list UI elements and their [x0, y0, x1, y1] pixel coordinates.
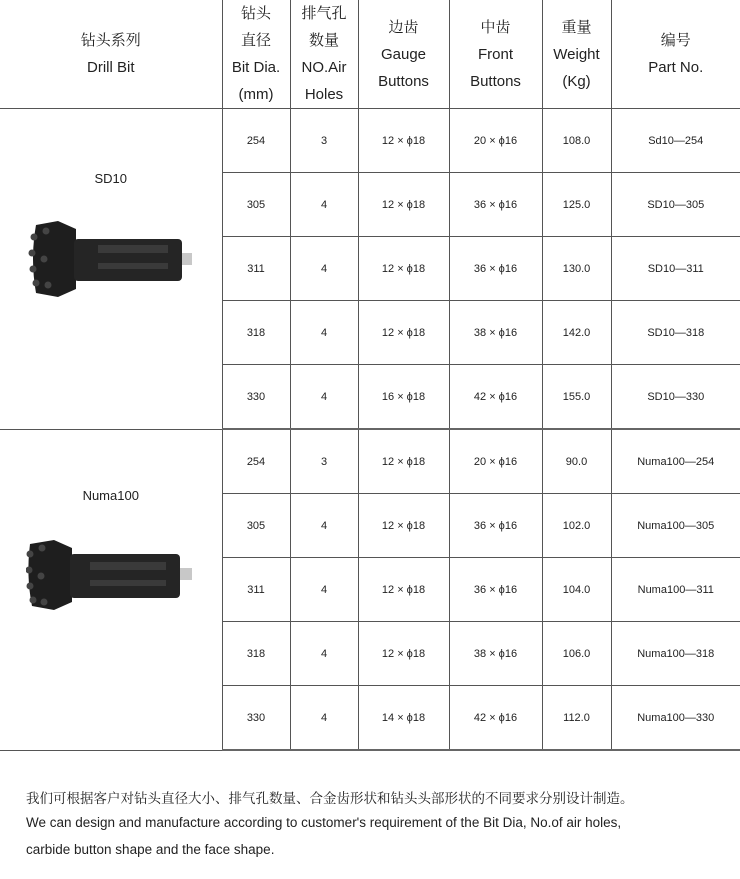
part-no-cell: Numa100—305 — [611, 494, 740, 558]
air-holes-cell: 3 — [290, 429, 358, 494]
weight-cell: 130.0 — [542, 237, 611, 301]
bit-dia-cell: 311 — [222, 558, 290, 622]
drill-bit-numa100-image — [26, 540, 196, 622]
bit-dia-cell: 305 — [222, 173, 290, 237]
gauge-buttons-cell: 12 × ϕ18 — [358, 429, 449, 494]
header-row — [0, 0, 740, 109]
bit-dia-cell: 254 — [222, 429, 290, 494]
part-no-cell: Sd10—254 — [611, 109, 740, 173]
air-holes-cell: 4 — [290, 301, 358, 365]
drill-bit-series-cell — [0, 109, 222, 430]
bit-dia-cell: 330 — [222, 686, 290, 751]
header-bit-dia: 钻头 直径 Bit Dia. (mm) — [222, 0, 290, 109]
bit-dia-cell: 330 — [222, 365, 290, 430]
weight-cell: 106.0 — [542, 622, 611, 686]
weight-cell: 104.0 — [542, 558, 611, 622]
gauge-buttons-cell: 12 × ϕ18 — [358, 173, 449, 237]
gauge-buttons-cell: 12 × ϕ18 — [358, 494, 449, 558]
header-part-no: 编号 Part No. — [611, 0, 740, 109]
gauge-buttons-cell: 16 × ϕ18 — [358, 365, 449, 430]
air-holes-cell: 4 — [290, 686, 358, 751]
front-buttons-cell: 36 × ϕ16 — [449, 237, 542, 301]
note-chinese: 我们可根据客户对钻头直径大小、排气孔数量、合金齿形状和钻头头部形状的不同要求分别设计制造。 — [26, 791, 634, 806]
front-buttons-cell: 42 × ϕ16 — [449, 686, 542, 751]
header-drill-bit: 钻头系列 Drill Bit — [0, 0, 222, 109]
header-air-holes: 排气孔 数量 NO.Air Holes — [290, 0, 358, 109]
weight-cell: 155.0 — [542, 365, 611, 430]
note-english-line-2: carbide button shape and the face shape. — [26, 842, 275, 857]
front-buttons-cell: 42 × ϕ16 — [449, 365, 542, 430]
drill-bit-series-cell — [0, 429, 222, 750]
front-buttons-cell: 20 × ϕ16 — [449, 109, 542, 173]
gauge-buttons-cell: 12 × ϕ18 — [358, 109, 449, 173]
part-no-cell: SD10—330 — [611, 365, 740, 430]
air-holes-cell: 3 — [290, 109, 358, 173]
header-front-buttons: 中齿 Front Buttons — [449, 0, 542, 109]
part-no-cell: Numa100—254 — [611, 429, 740, 494]
front-buttons-cell: 38 × ϕ16 — [449, 622, 542, 686]
bit-dia-cell: 254 — [222, 109, 290, 173]
air-holes-cell: 4 — [290, 365, 358, 430]
series-name: SD10 — [94, 171, 128, 186]
table-row — [0, 109, 740, 173]
air-holes-cell: 4 — [290, 237, 358, 301]
gauge-buttons-cell: 14 × ϕ18 — [358, 686, 449, 751]
weight-cell: 90.0 — [542, 429, 611, 494]
header-gauge-buttons: 边齿 Gauge Buttons — [358, 0, 449, 109]
header-weight: 重量 Weight (Kg) — [542, 0, 611, 109]
air-holes-cell: 4 — [290, 558, 358, 622]
front-buttons-cell: 36 × ϕ16 — [449, 494, 542, 558]
air-holes-cell: 4 — [290, 173, 358, 237]
bit-dia-cell: 311 — [222, 237, 290, 301]
table-body — [0, 109, 740, 751]
bit-dia-cell: 318 — [222, 301, 290, 365]
part-no-cell: Numa100—311 — [611, 558, 740, 622]
bit-dia-cell: 305 — [222, 494, 290, 558]
weight-cell: 142.0 — [542, 301, 611, 365]
drill-bit-sd10-image — [28, 219, 198, 301]
table-row — [0, 429, 740, 494]
gauge-buttons-cell: 12 × ϕ18 — [358, 301, 449, 365]
series-name: Numa100 — [82, 487, 139, 503]
front-buttons-cell: 36 × ϕ16 — [449, 173, 542, 237]
part-no-cell: SD10—318 — [611, 301, 740, 365]
gauge-buttons-cell: 12 × ϕ18 — [358, 237, 449, 301]
part-no-cell: Numa100—330 — [611, 686, 740, 751]
part-no-cell: Numa100—318 — [611, 622, 740, 686]
part-no-cell: SD10—311 — [611, 237, 740, 301]
weight-cell: 108.0 — [542, 109, 611, 173]
gauge-buttons-cell: 12 × ϕ18 — [358, 558, 449, 622]
bit-dia-cell: 318 — [222, 622, 290, 686]
note-english-line-1: We can design and manufacture according to customer's requirement of the Bit Dia, No.of air holes, — [26, 815, 622, 830]
weight-cell: 112.0 — [542, 686, 611, 751]
weight-cell: 125.0 — [542, 173, 611, 237]
front-buttons-cell: 36 × ϕ16 — [449, 558, 542, 622]
weight-cell: 102.0 — [542, 494, 611, 558]
part-no-cell: SD10—305 — [611, 173, 740, 237]
front-buttons-cell: 38 × ϕ16 — [449, 301, 542, 365]
gauge-buttons-cell: 12 × ϕ18 — [358, 622, 449, 686]
front-buttons-cell: 20 × ϕ16 — [449, 429, 542, 494]
air-holes-cell: 4 — [290, 622, 358, 686]
air-holes-cell: 4 — [290, 494, 358, 558]
